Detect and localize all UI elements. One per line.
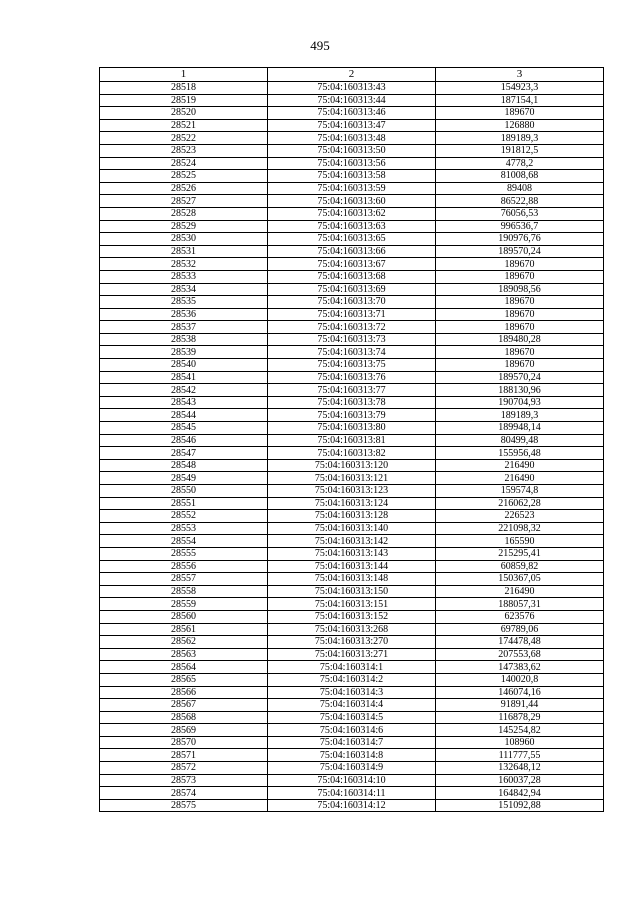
row-number-cell: 28530 [100, 233, 268, 246]
value-cell: 91891,44 [436, 699, 604, 712]
table-row [100, 585, 604, 598]
table-row [100, 132, 604, 145]
row-number-cell: 28544 [100, 409, 268, 422]
value-cell: 996536,7 [436, 220, 604, 233]
value-cell: 189189,3 [436, 409, 604, 422]
row-number-cell: 28564 [100, 661, 268, 674]
value-cell: 191812,5 [436, 144, 604, 157]
table-row [100, 82, 604, 95]
table-row [100, 359, 604, 372]
table-row [100, 371, 604, 384]
cadastral-number-cell: 75:04:160313:50 [268, 144, 436, 157]
value-cell: 189570,24 [436, 371, 604, 384]
cadastral-table [99, 67, 604, 812]
row-number-cell: 28525 [100, 170, 268, 183]
cadastral-number-cell: 75:04:160313:70 [268, 296, 436, 309]
value-cell: 216062,28 [436, 497, 604, 510]
row-number-cell: 28524 [100, 157, 268, 170]
cadastral-number-cell: 75:04:160313:143 [268, 547, 436, 560]
row-number-cell: 28560 [100, 610, 268, 623]
value-cell: 189670 [436, 296, 604, 309]
value-cell: 189670 [436, 321, 604, 334]
table-row [100, 547, 604, 560]
value-cell: 147383,62 [436, 661, 604, 674]
column-header-2: 2 [268, 68, 436, 82]
cadastral-number-cell: 75:04:160313:66 [268, 245, 436, 258]
value-cell: 226523 [436, 510, 604, 523]
table-row [100, 296, 604, 309]
value-cell: 146074,16 [436, 686, 604, 699]
row-number-cell: 28535 [100, 296, 268, 309]
row-number-cell: 28570 [100, 736, 268, 749]
table-row [100, 686, 604, 699]
column-header-3: 3 [436, 68, 604, 82]
cadastral-number-cell: 75:04:160313:76 [268, 371, 436, 384]
row-number-cell: 28519 [100, 94, 268, 107]
value-cell: 188057,31 [436, 598, 604, 611]
row-number-cell: 28538 [100, 333, 268, 346]
table-row [100, 636, 604, 649]
value-cell: 216490 [436, 472, 604, 485]
value-cell: 221098,32 [436, 522, 604, 535]
row-number-cell: 28567 [100, 699, 268, 712]
row-number-cell: 28563 [100, 648, 268, 661]
cadastral-number-cell: 75:04:160313:79 [268, 409, 436, 422]
cadastral-number-cell: 75:04:160313:48 [268, 132, 436, 145]
cadastral-number-cell: 75:04:160313:151 [268, 598, 436, 611]
row-number-cell: 28548 [100, 459, 268, 472]
row-number-cell: 28555 [100, 547, 268, 560]
column-header-1: 1 [100, 68, 268, 82]
value-cell: 126880 [436, 119, 604, 132]
row-number-cell: 28545 [100, 422, 268, 435]
table-row [100, 522, 604, 535]
row-number-cell: 28522 [100, 132, 268, 145]
value-cell: 111777,55 [436, 749, 604, 762]
table-row [100, 308, 604, 321]
table-row [100, 94, 604, 107]
table-row [100, 648, 604, 661]
table-row [100, 144, 604, 157]
table-row [100, 207, 604, 220]
value-cell: 189670 [436, 308, 604, 321]
table-row [100, 610, 604, 623]
row-number-cell: 28569 [100, 724, 268, 737]
value-cell: 145254,82 [436, 724, 604, 737]
row-number-cell: 28523 [100, 144, 268, 157]
row-number-cell: 28571 [100, 749, 268, 762]
cadastral-number-cell: 75:04:160313:148 [268, 573, 436, 586]
cadastral-number-cell: 75:04:160314:6 [268, 724, 436, 737]
cadastral-number-cell: 75:04:160314:5 [268, 711, 436, 724]
row-number-cell: 28556 [100, 560, 268, 573]
table-row [100, 673, 604, 686]
table-row [100, 485, 604, 498]
cadastral-number-cell: 75:04:160313:152 [268, 610, 436, 623]
table-row [100, 283, 604, 296]
table-row [100, 157, 604, 170]
table-row [100, 774, 604, 787]
row-number-cell: 28551 [100, 497, 268, 510]
cadastral-number-cell: 75:04:160314:7 [268, 736, 436, 749]
value-cell: 623576 [436, 610, 604, 623]
cadastral-number-cell: 75:04:160313:140 [268, 522, 436, 535]
row-number-cell: 28557 [100, 573, 268, 586]
row-number-cell: 28547 [100, 447, 268, 460]
value-cell: 189670 [436, 346, 604, 359]
value-cell: 165590 [436, 535, 604, 548]
row-number-cell: 28561 [100, 623, 268, 636]
table-row [100, 749, 604, 762]
value-cell: 189670 [436, 270, 604, 283]
cadastral-number-cell: 75:04:160313:77 [268, 384, 436, 397]
cadastral-number-cell: 75:04:160313:144 [268, 560, 436, 573]
table-row [100, 459, 604, 472]
value-cell: 160037,28 [436, 774, 604, 787]
table-row [100, 724, 604, 737]
cadastral-number-cell: 75:04:160313:59 [268, 182, 436, 195]
value-cell: 154923,3 [436, 82, 604, 95]
row-number-cell: 28572 [100, 762, 268, 775]
table-row [100, 711, 604, 724]
cadastral-number-cell: 75:04:160314:8 [268, 749, 436, 762]
table-row [100, 258, 604, 271]
row-number-cell: 28537 [100, 321, 268, 334]
table-row [100, 195, 604, 208]
value-cell: 81008,68 [436, 170, 604, 183]
cadastral-number-cell: 75:04:160313:68 [268, 270, 436, 283]
cadastral-number-cell: 75:04:160313:72 [268, 321, 436, 334]
value-cell: 189189,3 [436, 132, 604, 145]
row-number-cell: 28554 [100, 535, 268, 548]
value-cell: 89408 [436, 182, 604, 195]
row-number-cell: 28550 [100, 485, 268, 498]
cadastral-number-cell: 75:04:160313:128 [268, 510, 436, 523]
value-cell: 60859,82 [436, 560, 604, 573]
table-row [100, 510, 604, 523]
row-number-cell: 28536 [100, 308, 268, 321]
cadastral-number-cell: 75:04:160313:123 [268, 485, 436, 498]
cadastral-number-cell: 75:04:160313:65 [268, 233, 436, 246]
cadastral-number-cell: 75:04:160313:63 [268, 220, 436, 233]
row-number-cell: 28552 [100, 510, 268, 523]
value-cell: 216490 [436, 459, 604, 472]
cadastral-number-cell: 75:04:160313:46 [268, 107, 436, 120]
cadastral-number-cell: 75:04:160313:142 [268, 535, 436, 548]
value-cell: 189570,24 [436, 245, 604, 258]
table-row [100, 623, 604, 636]
row-number-cell: 28558 [100, 585, 268, 598]
cadastral-number-cell: 75:04:160313:75 [268, 359, 436, 372]
table-row [100, 472, 604, 485]
table-row [100, 799, 604, 812]
value-cell: 108960 [436, 736, 604, 749]
cadastral-number-cell: 75:04:160313:60 [268, 195, 436, 208]
cadastral-number-cell: 75:04:160313:120 [268, 459, 436, 472]
row-number-cell: 28527 [100, 195, 268, 208]
table-row [100, 107, 604, 120]
cadastral-number-cell: 75:04:160314:3 [268, 686, 436, 699]
row-number-cell: 28562 [100, 636, 268, 649]
cadastral-number-cell: 75:04:160313:47 [268, 119, 436, 132]
table-row [100, 170, 604, 183]
table-row [100, 270, 604, 283]
value-cell: 215295,41 [436, 547, 604, 560]
row-number-cell: 28574 [100, 787, 268, 800]
cadastral-number-cell: 75:04:160313:71 [268, 308, 436, 321]
table-row [100, 598, 604, 611]
table-row [100, 422, 604, 435]
value-cell: 190704,93 [436, 396, 604, 409]
row-number-cell: 28546 [100, 434, 268, 447]
value-cell: 189670 [436, 107, 604, 120]
cadastral-number-cell: 75:04:160313:74 [268, 346, 436, 359]
value-cell: 188130,96 [436, 384, 604, 397]
table-row [100, 573, 604, 586]
table-row [100, 497, 604, 510]
table-header-row [100, 68, 604, 82]
row-number-cell: 28573 [100, 774, 268, 787]
cadastral-number-cell: 75:04:160313:270 [268, 636, 436, 649]
table-body [100, 82, 604, 812]
cadastral-number-cell: 75:04:160313:69 [268, 283, 436, 296]
row-number-cell: 28549 [100, 472, 268, 485]
value-cell: 174478,48 [436, 636, 604, 649]
value-cell: 86522,88 [436, 195, 604, 208]
table-row [100, 447, 604, 460]
cadastral-number-cell: 75:04:160314:4 [268, 699, 436, 712]
table-row [100, 535, 604, 548]
value-cell: 69789,06 [436, 623, 604, 636]
page-number: 495 [310, 38, 330, 53]
row-number-cell: 28542 [100, 384, 268, 397]
value-cell: 189670 [436, 258, 604, 271]
value-cell: 150367,05 [436, 573, 604, 586]
row-number-cell: 28532 [100, 258, 268, 271]
cadastral-number-cell: 75:04:160314:12 [268, 799, 436, 812]
cadastral-number-cell: 75:04:160313:44 [268, 94, 436, 107]
value-cell: 189948,14 [436, 422, 604, 435]
row-number-cell: 28575 [100, 799, 268, 812]
table-row [100, 434, 604, 447]
table-row [100, 346, 604, 359]
cadastral-number-cell: 75:04:160314:2 [268, 673, 436, 686]
cadastral-number-cell: 75:04:160313:58 [268, 170, 436, 183]
table-row [100, 736, 604, 749]
value-cell: 190976,76 [436, 233, 604, 246]
table-row [100, 119, 604, 132]
row-number-cell: 28566 [100, 686, 268, 699]
row-number-cell: 28565 [100, 673, 268, 686]
cadastral-number-cell: 75:04:160313:80 [268, 422, 436, 435]
row-number-cell: 28539 [100, 346, 268, 359]
table-row [100, 220, 604, 233]
row-number-cell: 28518 [100, 82, 268, 95]
cadastral-number-cell: 75:04:160314:1 [268, 661, 436, 674]
cadastral-number-cell: 75:04:160314:9 [268, 762, 436, 775]
table-row [100, 396, 604, 409]
table-row [100, 787, 604, 800]
cadastral-number-cell: 75:04:160313:121 [268, 472, 436, 485]
table-row [100, 321, 604, 334]
value-cell: 159574,8 [436, 485, 604, 498]
value-cell: 132648,12 [436, 762, 604, 775]
value-cell: 140020,8 [436, 673, 604, 686]
row-number-cell: 28568 [100, 711, 268, 724]
value-cell: 80499,48 [436, 434, 604, 447]
table-row [100, 560, 604, 573]
cadastral-number-cell: 75:04:160313:43 [268, 82, 436, 95]
cadastral-number-cell: 75:04:160313:150 [268, 585, 436, 598]
table-row [100, 409, 604, 422]
cadastral-number-cell: 75:04:160313:268 [268, 623, 436, 636]
table-row [100, 182, 604, 195]
table-row [100, 661, 604, 674]
row-number-cell: 28528 [100, 207, 268, 220]
row-number-cell: 28543 [100, 396, 268, 409]
row-number-cell: 28521 [100, 119, 268, 132]
row-number-cell: 28541 [100, 371, 268, 384]
cadastral-number-cell: 75:04:160313:81 [268, 434, 436, 447]
row-number-cell: 28529 [100, 220, 268, 233]
cadastral-number-cell: 75:04:160313:271 [268, 648, 436, 661]
table-row [100, 384, 604, 397]
cadastral-number-cell: 75:04:160313:56 [268, 157, 436, 170]
value-cell: 4778,2 [436, 157, 604, 170]
cadastral-number-cell: 75:04:160313:78 [268, 396, 436, 409]
value-cell: 187154,1 [436, 94, 604, 107]
value-cell: 76056,53 [436, 207, 604, 220]
cadastral-number-cell: 75:04:160314:11 [268, 787, 436, 800]
row-number-cell: 28559 [100, 598, 268, 611]
cadastral-number-cell: 75:04:160313:67 [268, 258, 436, 271]
value-cell: 216490 [436, 585, 604, 598]
row-number-cell: 28526 [100, 182, 268, 195]
row-number-cell: 28531 [100, 245, 268, 258]
value-cell: 164842,94 [436, 787, 604, 800]
table-row [100, 762, 604, 775]
row-number-cell: 28534 [100, 283, 268, 296]
row-number-cell: 28520 [100, 107, 268, 120]
cadastral-number-cell: 75:04:160313:82 [268, 447, 436, 460]
table-row [100, 245, 604, 258]
table-row [100, 699, 604, 712]
value-cell: 189480,28 [436, 333, 604, 346]
cadastral-number-cell: 75:04:160313:62 [268, 207, 436, 220]
row-number-cell: 28553 [100, 522, 268, 535]
row-number-cell: 28540 [100, 359, 268, 372]
value-cell: 155956,48 [436, 447, 604, 460]
value-cell: 116878,29 [436, 711, 604, 724]
cadastral-number-cell: 75:04:160314:10 [268, 774, 436, 787]
value-cell: 189670 [436, 359, 604, 372]
value-cell: 207553,68 [436, 648, 604, 661]
cadastral-number-cell: 75:04:160313:73 [268, 333, 436, 346]
row-number-cell: 28533 [100, 270, 268, 283]
cadastral-number-cell: 75:04:160313:124 [268, 497, 436, 510]
table-row [100, 333, 604, 346]
value-cell: 151092,88 [436, 799, 604, 812]
value-cell: 189098,56 [436, 283, 604, 296]
table-row [100, 233, 604, 246]
